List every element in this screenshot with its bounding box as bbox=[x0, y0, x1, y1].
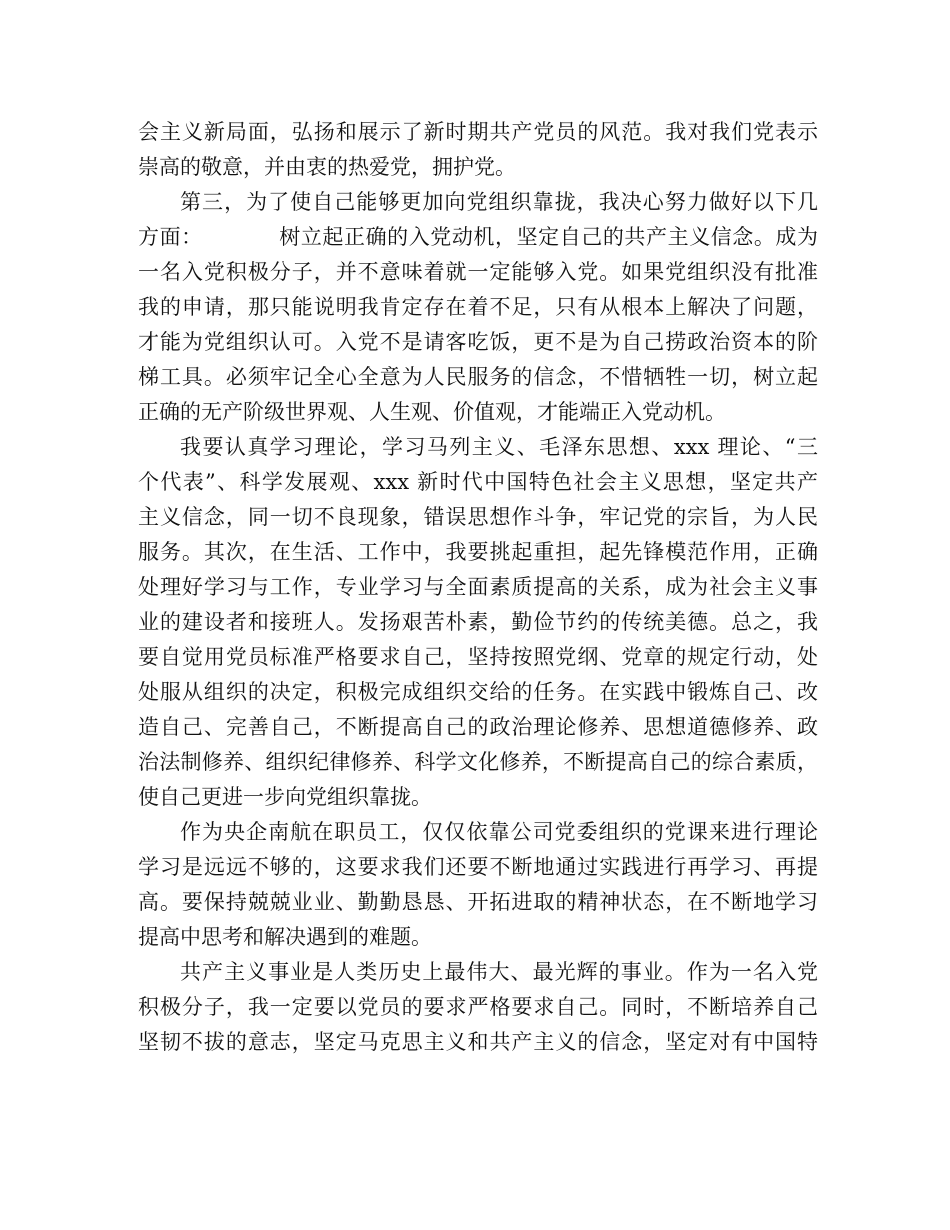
text-line: 处服从组织的决定，积极完成组织交给的任务。在实践中锻炼自己、改 bbox=[138, 680, 818, 704]
paragraph-start-line: 我要认真学习理论，学习马列主义、毛泽东思想、xxx 理论、“三 bbox=[180, 435, 818, 459]
paragraph-start-line: 作为央企南航在职员工，仅仅依靠公司党委组织的党课来进行理论 bbox=[180, 820, 818, 844]
text-line: 要自觉用党员标准严格要求自己，坚持按照党纲、党章的规定行动，处 bbox=[138, 645, 818, 669]
text-segment: 树立起正确的入党动机，坚定自己的共产主义信念。成为 bbox=[278, 225, 819, 249]
text-segment: 方面： bbox=[138, 225, 203, 249]
text-line: 正确的无产阶级世界观、人生观、价值观，才能端正入党动机。 bbox=[138, 400, 726, 424]
text-line: 高。要保持兢兢业业、勤勤恳恳、开拓进取的精神状态，在不断地学习 bbox=[138, 890, 818, 914]
text-line: 积极分子，我一定要以党员的要求严格要求自己。同时，不断培养自己 bbox=[138, 995, 818, 1019]
text-line: 服务。其次，在生活、工作中，我要挑起重担，起先锋模范作用，正确 bbox=[138, 540, 818, 564]
text-line: 主义信念，同一切不良现象，错误思想作斗争，牢记党的宗旨，为人民 bbox=[138, 505, 818, 529]
text-line bbox=[138, 220, 818, 255]
text-line: 崇高的敬意，并由衷的热爱党，拥护党。 bbox=[138, 155, 516, 179]
paragraph-start-line: 共产主义事业是人类历史上最伟大、最光辉的事业。作为一名入党 bbox=[180, 960, 818, 984]
text-line: 坚韧不拔的意志，坚定马克思主义和共产主义的信念，坚定对有中国特 bbox=[138, 1030, 818, 1054]
paragraph-start-line: 第三，为了使自己能够更加向党组织靠拢，我决心努力做好以下几 bbox=[180, 190, 818, 214]
text-line: 个代表”、科学发展观、xxx 新时代中国特色社会主义思想，坚定共产 bbox=[138, 470, 818, 494]
text-line: 提高中思考和解决遇到的难题。 bbox=[138, 925, 432, 949]
text-line: 业的建设者和接班人。发扬艰苦朴素，勤俭节约的传统美德。总之，我 bbox=[138, 610, 818, 634]
text-line: 处理好学习与工作，专业学习与全面素质提高的关系，成为社会主义事 bbox=[138, 575, 818, 599]
text-line: 造自己、完善自己，不断提高自己的政治理论修养、思想道德修养、政 bbox=[138, 715, 818, 739]
document-body bbox=[138, 115, 818, 1060]
text-line: 一名入党积极分子，并不意味着就一定能够入党。如果党组织没有批准 bbox=[138, 260, 818, 284]
text-line: 治法制修养、组织纪律修养、科学文化修养，不断提高自己的综合素质， bbox=[138, 750, 818, 774]
text-line: 才能为党组织认可。入党不是请客吃饭，更不是为自己捞政治资本的阶 bbox=[138, 330, 818, 354]
text-line: 使自己更进一步向党组织靠拢。 bbox=[138, 785, 432, 809]
text-line: 梯工具。必须牢记全心全意为人民服务的信念，不惜牺牲一切，树立起 bbox=[138, 365, 818, 389]
text-line: 我的申请，那只能说明我肯定存在着不足，只有从根本上解决了问题， bbox=[138, 295, 818, 319]
text-line: 学习是远远不够的，这要求我们还要不断地通过实践进行再学习、再提 bbox=[138, 855, 818, 879]
text-line: 会主义新局面，弘扬和展示了新时期共产党员的风范。我对我们党表示 bbox=[138, 120, 818, 144]
